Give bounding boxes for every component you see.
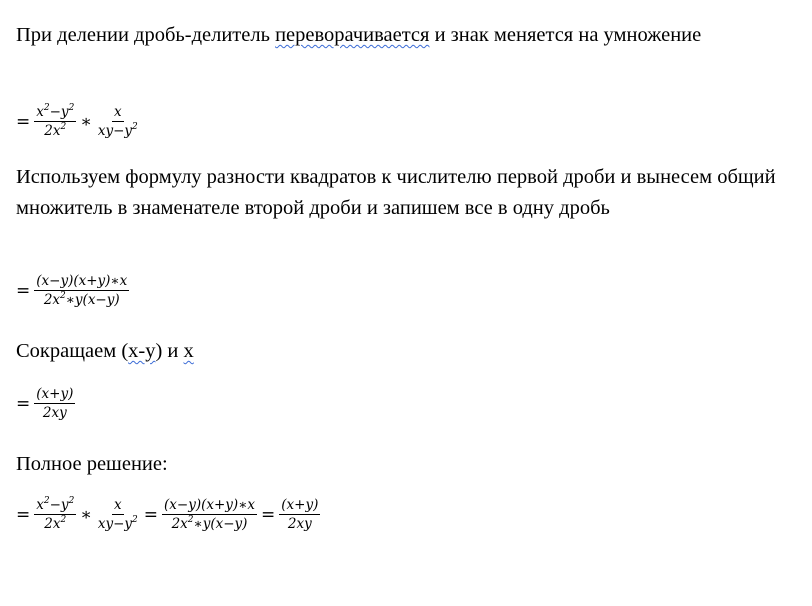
spellcheck-flagged-word: х-у [128, 340, 156, 362]
full-fraction-4 [279, 496, 320, 533]
intro-paragraph [16, 20, 796, 51]
equals-sign: = [261, 504, 276, 525]
full-fraction-2-numerator: x [114, 497, 122, 513]
full-fraction-4-numerator: (x+y) [281, 497, 319, 513]
reduced-numerator: (x+y) [36, 386, 74, 402]
formula-step-2 [14, 272, 131, 309]
fraction-2 [96, 103, 140, 140]
equals-sign: = [16, 393, 31, 414]
fraction-1-numerator: $x^2-y^2$ [36, 103, 75, 120]
reduce-middle: ) и [155, 340, 184, 362]
reduced-denominator: 2xy [42, 405, 67, 421]
full-fraction-3 [162, 496, 257, 533]
equals-sign: = [16, 280, 31, 301]
full-fraction-2-denominator: $xy-y^2$ [97, 515, 138, 532]
spellcheck-flagged-word: х [183, 340, 194, 362]
combined-numerator: (x−y)(x+y)∗x [36, 273, 128, 289]
reduced-fraction [34, 385, 75, 422]
multiply-sign: ∗ [80, 504, 92, 525]
spellcheck-flagged-word: переворачивается [275, 24, 430, 46]
fraction-1 [34, 103, 76, 140]
intro-prefix: При делении дробь-делитель [16, 24, 276, 46]
full-fraction-1 [34, 496, 76, 533]
fraction-2-denominator: $xy-y^2$ [97, 122, 138, 139]
equals-sign: = [143, 504, 159, 525]
equals-sign: = [16, 504, 31, 525]
full-fraction-1-numerator: $x^2-y^2$ [36, 496, 75, 513]
combined-denominator: $2x^2∗y(x-y)$ [43, 291, 120, 308]
reduce-prefix: Сокращаем ( [16, 340, 129, 362]
fraction-1-denominator: $2x^2$ [44, 122, 67, 139]
formula-full-solution [14, 496, 322, 533]
full-fraction-2 [96, 496, 140, 533]
fraction-2-numerator: x [114, 104, 122, 120]
explanation-paragraph: Используем формулу разности квадратов к числителю первой дроби и вынесем общий множитель в знаменателе второй дроби и запишем все в одну дробь [16, 166, 776, 219]
combined-fraction [34, 272, 129, 309]
reduce-paragraph [16, 336, 796, 367]
formula-step-1 [14, 103, 142, 140]
full-fraction-3-denominator: $2x^2∗y(x-y)$ [171, 515, 248, 532]
equals-sign: = [16, 111, 31, 132]
formula-step-3 [14, 385, 77, 422]
intro-suffix: и знак меняется на умножение [429, 24, 702, 46]
multiply-sign: ∗ [80, 111, 92, 132]
full-fraction-3-numerator: (x−y)(x+y)∗x [164, 497, 255, 513]
full-fraction-4-denominator: 2xy [287, 516, 312, 532]
full-fraction-1-denominator: $2x^2$ [44, 515, 67, 532]
full-solution-label: Полное решение: [16, 453, 168, 475]
